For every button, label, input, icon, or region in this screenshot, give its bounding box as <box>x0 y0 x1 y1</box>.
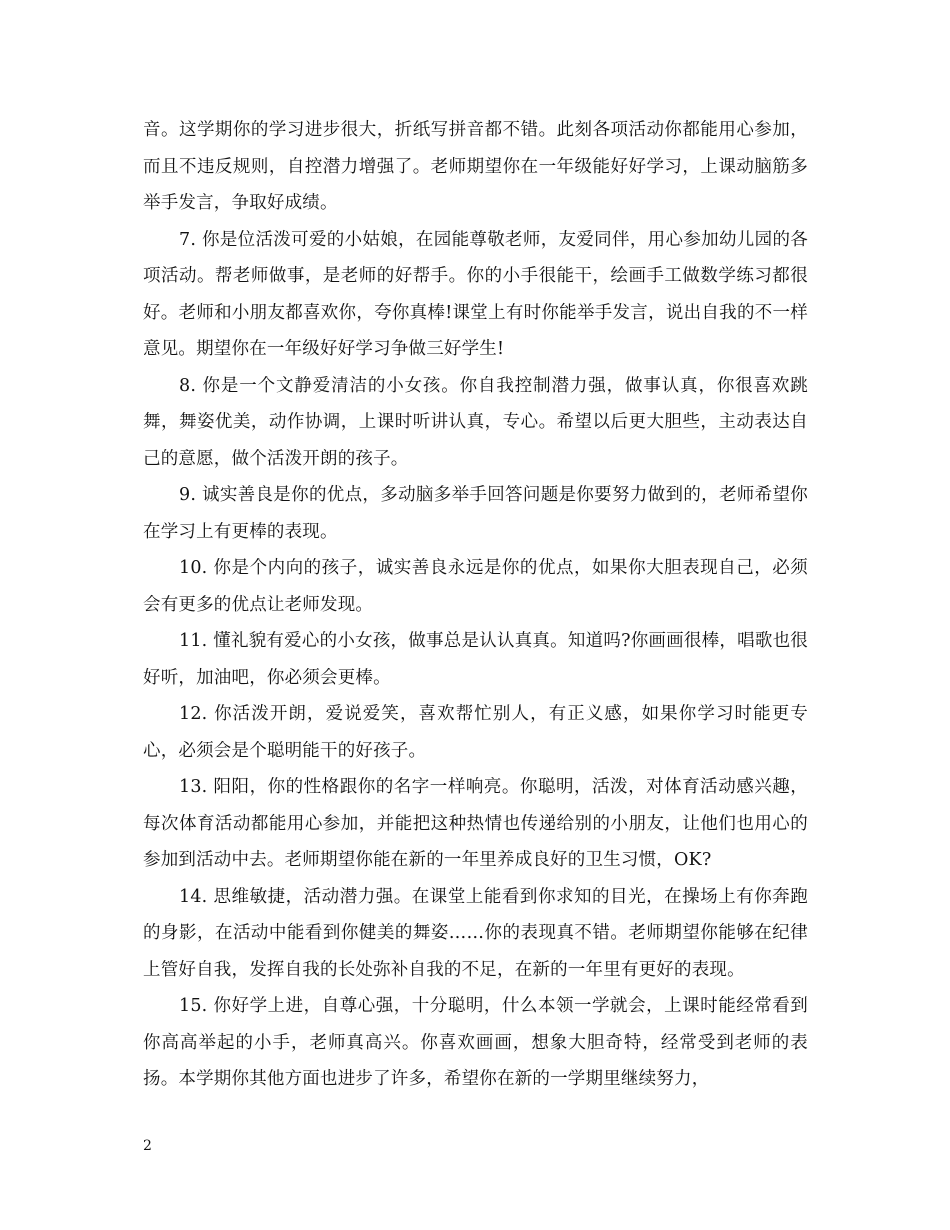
paragraph-item-7: 7. 你是位活泼可爱的小姑娘，在园能尊敬老师，友爱同伴，用心参加幼儿园的各项活动。帮老师做事，是老师的好帮手。你的小手很能干，绘画手工做数学练习都很好。老师和小朋友都喜欢你，夸你真棒!课堂上有时你能举手发言，说出自我的不一样意见。期望你在一年级好好学习争做三好学生! <box>143 229 808 359</box>
paragraph-continuation: 音。这学期你的学习进步很大，折纸写拼音都不错。此刻各项活动你都能用心参加，而且不违反规则，自控潜力增强了。老师期望你在一年级能好好学习，上课动脑筋多举手发言，争取好成绩。 <box>143 120 808 213</box>
paragraph-item-13: 13. 阳阳，你的性格跟你的名字一样响亮。你聪明，活泼，对体育活动感兴趣，每次体育活动都能用心参加，并能把这种热情也传递给别的小朋友，让他们也用心的参加到活动中去。老师期望你能在新的一年里养成良好的卫生习惯，OK? <box>143 777 808 870</box>
paragraph-item-15: 15. 你好学上进，自尊心强，十分聪明，什么本领一学就会，上课时能经常看到你高高举起的小手，老师真高兴。你喜欢画画，想象大胆奇特，经常受到老师的表扬。本学期你其他方面也进步了许多，希望你在新的一学期里继续努力， <box>143 996 808 1089</box>
paragraph-item-11: 11. 懂礼貌有爱心的小女孩，做事总是认认真真。知道吗?你画画很棒，唱歌也很好听，加油吧，你必须会更棒。 <box>143 631 808 688</box>
page-number: 2 <box>143 1138 152 1154</box>
paragraph-item-14: 14. 思维敏捷，活动潜力强。在课堂上能看到你求知的目光，在操场上有你奔跑的身影，在活动中能看到你健美的舞姿……你的表现真不错。老师期望你能够在纪律上管好自我，发挥自我的长处弥补自我的不足，在新的一年里有更好的表现。 <box>143 886 808 980</box>
paragraph-item-10: 10. 你是个内向的孩子，诚实善良永远是你的优点，如果你大胆表现自己，必须会有更多的优点让老师发现。 <box>143 558 808 615</box>
paragraph-item-12: 12. 你活泼开朗，爱说爱笑，喜欢帮忙别人，有正义感，如果你学习时能更专心，必须会是个聪明能干的好孩子。 <box>143 704 808 761</box>
paragraph-item-9: 9. 诚实善良是你的优点，多动脑多举手回答问题是你要努力做到的，老师希望你在学习上有更棒的表现。 <box>143 485 808 542</box>
document-body <box>143 112 808 1098</box>
paragraph-item-8: 8. 你是一个文静爱清洁的小女孩。你自我控制潜力强，做事认真，你很喜欢跳舞，舞姿优美，动作协调，上课时听讲认真，专心。希望以后更大胆些，主动表达自己的意愿，做个活泼开朗的孩子。 <box>143 375 808 469</box>
